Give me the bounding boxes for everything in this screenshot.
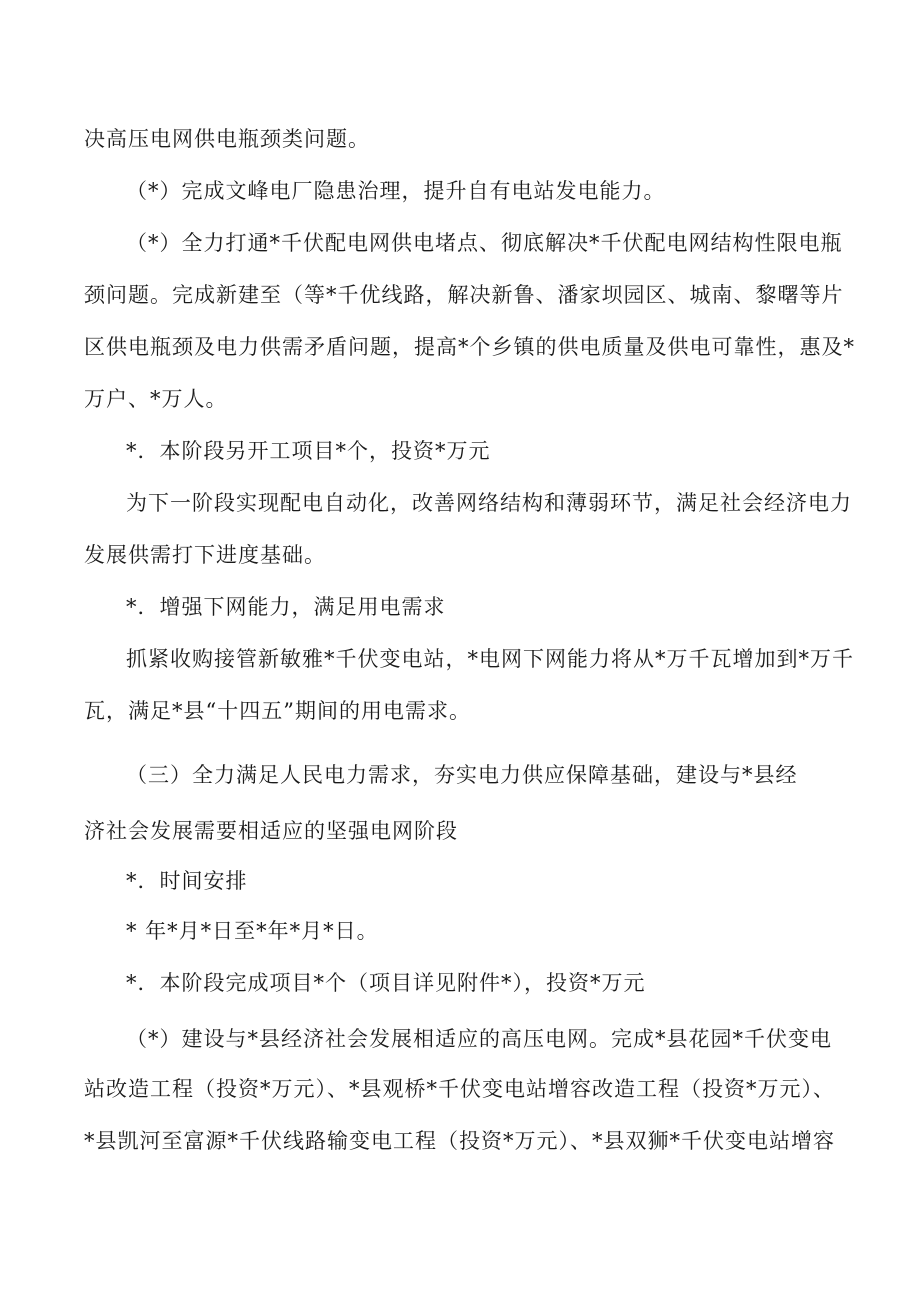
section-heading: （三）全力满足人民电力需求，夯实电力供应保障基础，建设与*县经 xyxy=(126,763,798,787)
paragraph-line: 区供电瓶颈及电力供需矛盾问题，提高*个乡镇的供电质量及供电可靠性，惠及* xyxy=(84,335,855,359)
paragraph-line: 万户、*万人。 xyxy=(84,387,228,411)
paragraph-line: 发展供需打下进度基础。 xyxy=(84,543,326,567)
paragraph-line: （*）完成文峰电厂隐患治理，提升自有电站发电能力。 xyxy=(126,179,666,203)
paragraph-line: 瓦，满足*县“十四五”期间的用电需求。 xyxy=(84,699,471,723)
section-heading: *．本阶段完成项目*个（项目详见附件*），投资*万元 xyxy=(126,971,646,995)
paragraph-line: *县凯河至富源*千伏线路输变电工程（投资*万元）、*县双狮*千伏变电站增容 xyxy=(84,1129,835,1153)
section-heading: 济社会发展需要相适应的坚强电网阶段 xyxy=(84,819,458,843)
paragraph-line: 为下一阶段实现配电自动化，改善网络结构和薄弱环节，满足社会经济电力 xyxy=(126,491,852,515)
paragraph-line: 决高压电网供电瓶颈类问题。 xyxy=(84,127,370,151)
paragraph-line: （*）全力打通*千伏配电网供电堵点、彻底解决*千伏配电网结构性限电瓶 xyxy=(126,231,843,255)
section-heading: *．本阶段另开工项目*个，投资*万元 xyxy=(126,439,491,463)
paragraph-line: （*）建设与*县经济社会发展相适应的高压电网。完成*县花园*千伏变电 xyxy=(126,1027,832,1051)
section-heading: *．时间安排 xyxy=(126,869,248,893)
paragraph-line: 抓紧收购接管新敏雅*千伏变电站，*电网下网能力将从*万千瓦增加到*万千 xyxy=(126,647,854,671)
section-heading: *．增强下网能力，满足用电需求 xyxy=(126,595,446,619)
paragraph-line: * 年*月*日至*年*月*日。 xyxy=(126,919,379,943)
paragraph-line: 站改造工程（投资*万元）、*县观桥*千伏变电站增容改造工程（投资*万元）、 xyxy=(84,1077,835,1101)
paragraph-line: 颈问题。完成新建至（等*千优线路，解决新鲁、潘家坝园区、城南、黎曙等片 xyxy=(84,283,844,307)
